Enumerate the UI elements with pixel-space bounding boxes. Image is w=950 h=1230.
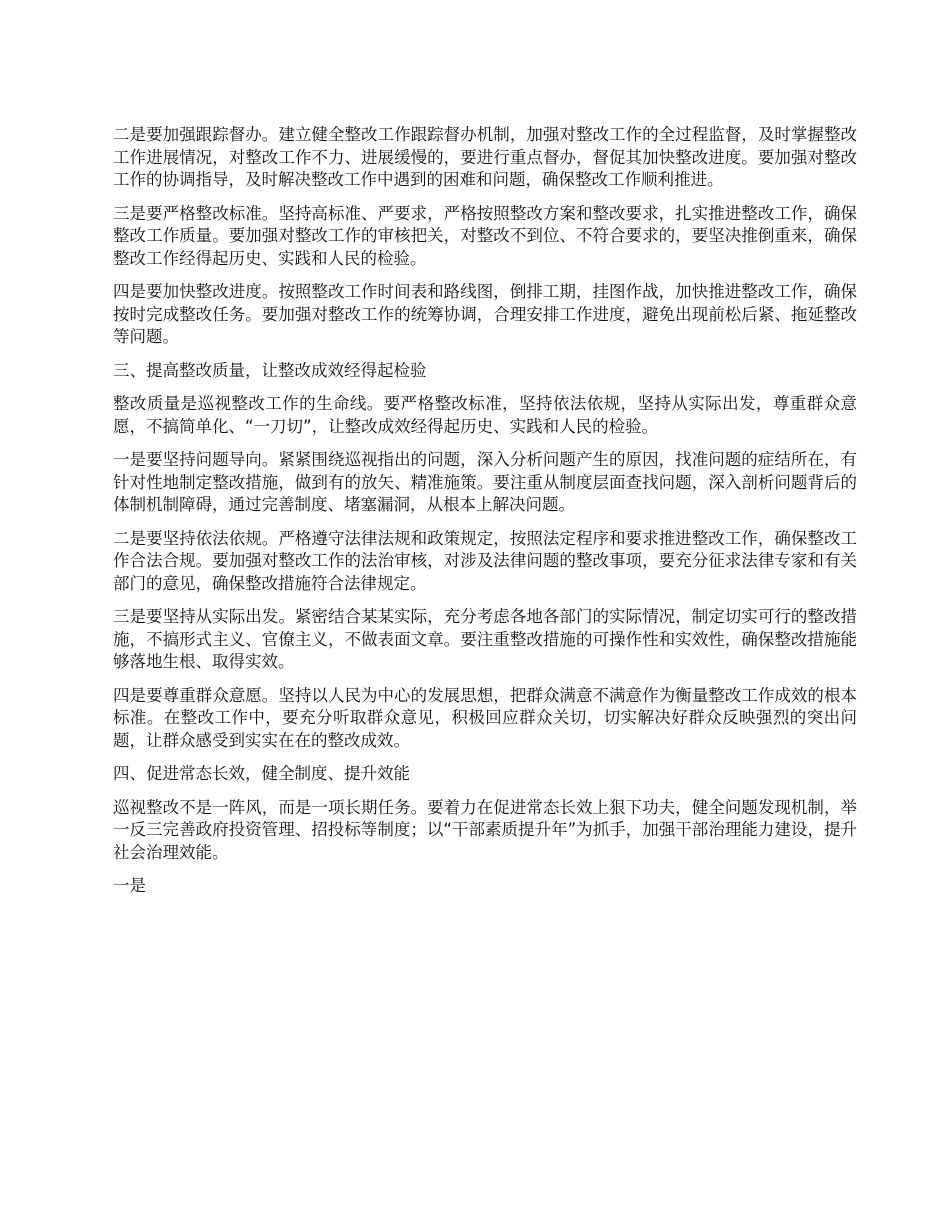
paragraph-long-term-intro: 巡视整改不是一阵风，而是一项长期任务。要着力在促进常态长效上狠下功夫，健全问题发现机制，举一反三完善政府投资管理、招投标等制度；以“干部素质提升年”为抓手，加强干部治理能力建设，提升社会治理效能。 — [113, 797, 857, 862]
section-heading-long-term: 四、促进常态长效，健全制度、提升效能 — [113, 764, 410, 783]
paragraph-practical: 三是要坚持从实际出发。紧密结合某某实际，充分考虑各地各部门的实际情况，制定切实可行的整改措施，不搞形式主义、官僚主义，不做表面文章。要注重整改措施的可操作性和实效性，确保整改措施能够落地生根、取得实效。 — [113, 607, 857, 671]
document-body — [113, 124, 857, 909]
paragraph-problem-oriented: 一是要坚持问题导向。紧紧围绕巡视指出的问题，深入分析问题产生的原因，找准问题的症结所在，有针对性地制定整改措施，做到有的放矢、精准施策。要注重从制度层面查找问题，深入剖析问题背后的体制机制障碍，通过完善制度、堵塞漏洞，从根本上解决问题。 — [113, 450, 857, 514]
paragraph-public-will: 四是要尊重群众意愿。坚持以人民为中心的发展思想，把群众满意不满意作为衡量整改工作成效的根本标准。在整改工作中，要充分听取群众意见，积极回应群众关切，切实解决好群众反映强烈的突出问题，让群众感受到实实在在的整改成效。 — [113, 685, 857, 750]
paragraph-standards: 三是要严格整改标准。坚持高标准、严要求，严格按照整改方案和整改要求，扎实推进整改工作，确保整改工作质量。要加强对整改工作的审核把关，对整改不到位、不符合要求的，要坚决推倒重来，确保整改工作经得起历史、实践和人民的检验。 — [113, 203, 857, 268]
section-heading-quality: 三、提高整改质量，让整改成效经得起检验 — [113, 360, 427, 380]
paragraph-fragment: 一是 — [113, 876, 146, 895]
paragraph-quality-intro: 整改质量是巡视整改工作的生命线。要严格整改标准，坚持依法依规，坚持从实际出发，尊重群众意愿，不搞简单化、“一刀切”，让整改成效经得起历史、实践和人民的检验。 — [113, 394, 857, 436]
paragraph-progress: 四是要加快整改进度。按照整改工作时间表和路线图，倒排工期，挂图作战，加快推进整改工作，确保按时完成整改任务。要加强对整改工作的统筹协调，合理安排工作进度，避免出现前松后紧、拖延整改等问题。 — [113, 282, 857, 346]
paragraph-supervision: 二是要加强跟踪督办。建立健全整改工作跟踪督办机制，加强对整改工作的全过程监督，及时掌握整改工作进展情况，对整改工作不力、进展缓慢的，要进行重点督办，督促其加快整改进度。要加强对整改工作的协调指导，及时解决整改工作中遇到的困难和问题，确保整改工作顺利推进。 — [113, 125, 857, 189]
paragraph-legal-compliance: 二是要坚持依法依规。严格遵守法律法规和政策规定，按照法定程序和要求推进整改工作，确保整改工作合法合规。要加强对整改工作的法治审核，对涉及法律问题的整改事项，要充分征求法律专家和有关部门的意见，确保整改措施符合法律规定。 — [113, 528, 857, 593]
